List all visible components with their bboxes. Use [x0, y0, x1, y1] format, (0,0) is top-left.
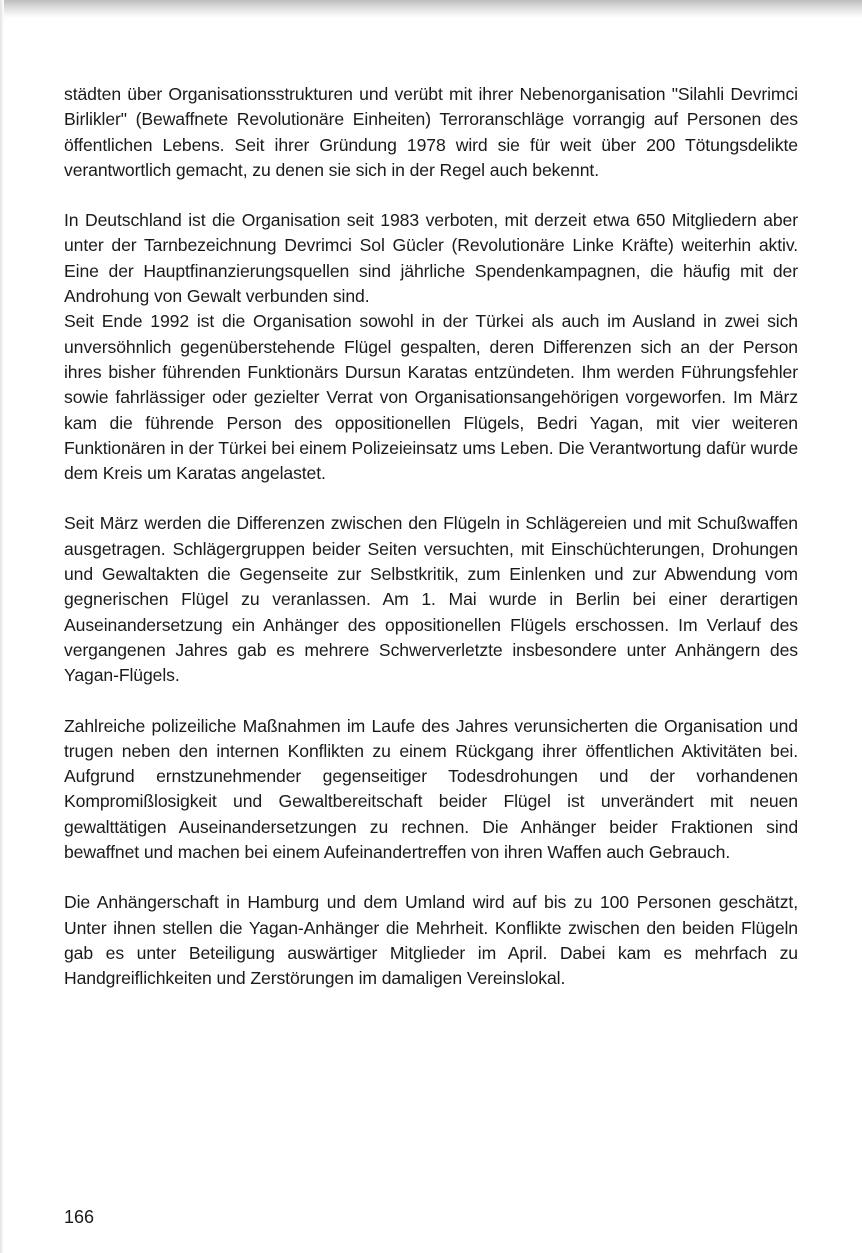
paragraph-3: Seit Ende 1992 ist die Organisation sowohl in der Türkei als auch im Ausland in zwei sich unversöhnlich gegenüberstehende Flügel gespalten, deren Differenzen sich an der Person ihres bisher führenden Funktionärs Dursun Karatas entzündeten. Ihm werden Führungsfehler sowie fahrlässiger oder gezielter Verrat von Organisationsangehörigen vorgeworfen. Im März kam die führende Person des oppositionellen Flügels, Bedri Yagan, mit vier weiteren Funktionären in der Türkei bei einem Polizeieinsatz ums Leben. Die Verantwortung dafür wurde dem Kreis um Karatas angelastet. [64, 311, 798, 484]
paragraph-6: Die Anhängerschaft in Hamburg und dem Umland wird auf bis zu 100 Personen geschätzt, Unter ihnen stellen die Yagan-Anhänger die Mehrheit. Konflikte zwischen den beiden Flügeln gab es unter Beteiligung auswärtiger Mitglieder im April. Dabei kam es mehrfach zu Handgreiflichkeiten und Zerstörungen im damaligen Vereinslokal. [64, 892, 798, 989]
paragraph-5: Zahlreiche polizeiliche Maßnahmen im Laufe des Jahres verunsicherten die Organisation und trugen neben den internen Konflikten zu einem Rückgang ihrer öffentlichen Aktivitäten bei. Aufgrund ernstzunehmender gegenseitiger Todesdrohungen und der vorhandenen Kompromißlosigkeit und Gewaltbereitschaft beider Flügel ist unverändert mit neuen gewalttätigen Auseinandersetzungen zu rechnen. Die Anhänger beider Fraktionen sind bewaffnet und machen bei einem Aufeinandertreffen von ihren Waffen auch Gebrauch. [64, 715, 798, 863]
paragraph-4: Seit März werden die Differenzen zwischen den Flügeln in Schlägereien und mit Schußwaffen ausgetragen. Schlägergruppen beider Seiten versuchten, mit Einschüchterungen, Drohungen und Gewaltakten die Gegenseite zur Selbstkritik, zum Einlenken und zur Abwendung vom gegnerischen Flügel zu veranlassen. Am 1. Mai wurde in Berlin bei einer derartigen Auseinandersetzung ein Anhänger des oppositionellen Flügels erschossen. Im Verlauf des vergangenen Jahres gab es mehrere Schwerverletzte insbesondere unter Anhängern des Yagan-Flügels. [64, 513, 798, 686]
scan-top-shadow [0, 0, 862, 18]
document-body [64, 82, 798, 992]
paragraph-2: In Deutschland ist die Organisation seit 1983 verboten, mit derzeit etwa 650 Mitgliedern aber unter der Tarnbezeichnung Devrimci Sol Gücler (Revolutionäre Linke Kräfte) weiterhin aktiv. Eine der Hauptfinanzierungsquellen sind jährliche Spendenkampagnen, die häufig mit der Androhung von Gewalt verbunden sind. [64, 210, 798, 307]
page-number: 166 [64, 1207, 95, 1227]
paragraph-1: städten über Organisationsstrukturen und verübt mit ihrer Nebenorganisation "Silahli Devrimci Birlikler" (Bewaffnete Revolutionäre Einheiten) Terroranschläge vorrangig auf Personen des öffentlichen Lebens. Seit ihrer Gründung 1978 wird sie für weit über 200 Tötungsdelikte verantwortlich gemacht, zu denen sie sich in der Regel auch bekennt. [64, 84, 798, 180]
scan-left-edge [0, 0, 4, 1253]
